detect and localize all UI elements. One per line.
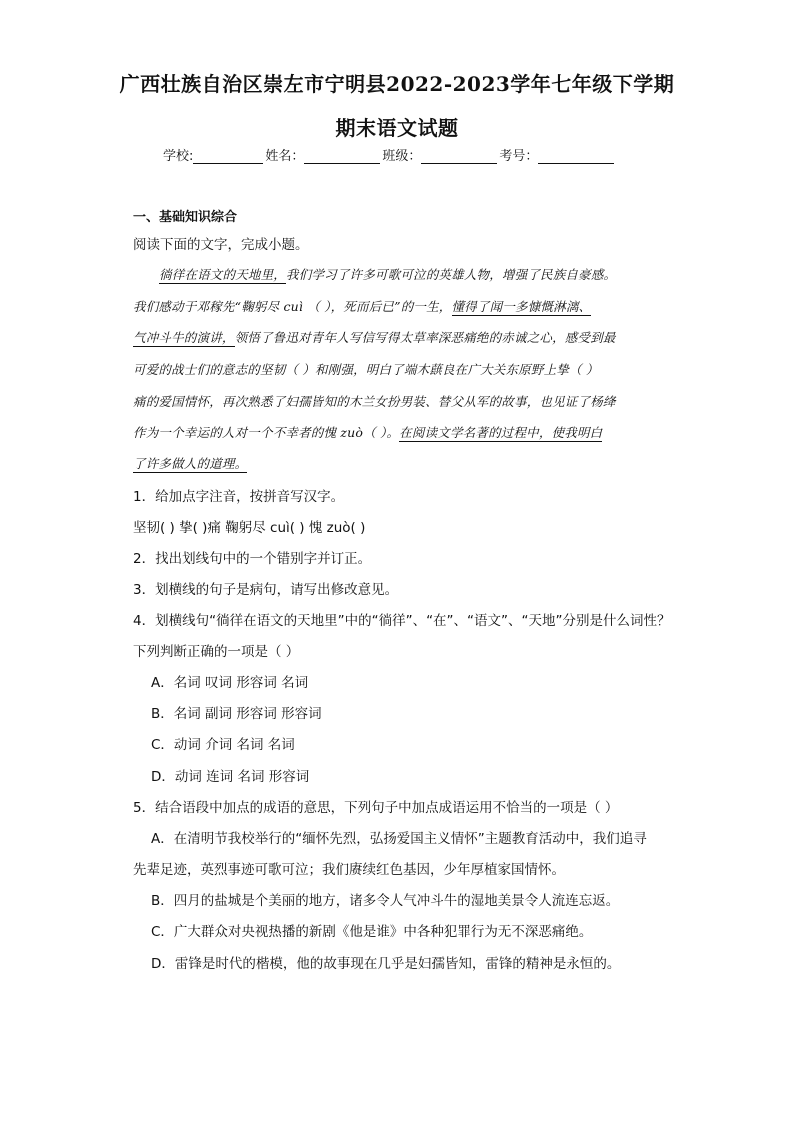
number-label: 考号： [499,149,539,164]
school-blank [193,149,263,164]
exam-title-line2: 期末语文试题 [335,116,459,140]
q4-option-d: D．动词 连词 名词 形容词 [151,769,310,785]
name-label: 姓名： [265,149,305,164]
passage-line-6 [133,423,671,441]
question-1: 1．给加点字注音，按拼音写汉字。 [133,489,345,505]
question-4: 4．划横线句“徜徉在语文的天地里”中的“徜徉”、“在”、“语文”、“天地”分别是什么词性？ [133,613,671,629]
q5-option-a-line2: 先辈足迹，英烈事迹可歌可泣；我们赓续红色基因，少年厚植家国情怀。 [133,862,565,878]
exam-title-line1: 广西壮族自治区崇左市宁明县2022-2023学年七年级下学期 [119,72,675,96]
passage-line-1 [133,265,671,283]
underlined-phrase-3: 气冲斗牛的演讲， [133,330,235,345]
passage-line-4: 可爱的战士们的意志的坚韧（ ）和刚强，明白了端木蕻良在广大关东原野上挚（ ） [133,362,599,377]
number-blank [538,149,614,164]
question-4-cont: 下列判断正确的一项是（ ） [133,644,300,660]
passage-text: 我们学习了许多可歌可泣的英雄人物，增强了民族自豪感。 [286,267,617,282]
passage-line-7 [133,454,671,472]
underlined-phrase-5: 了许多做人的道理。 [133,456,248,471]
q5-option-d: D．雷锋是时代的楷模，他的故事现在几乎是妇孺皆知，雷锋的精神是永恒的。 [151,956,621,972]
passage-line-2 [133,297,671,315]
underlined-phrase-2: 懂得了闻一多慷慨淋漓、 [451,299,592,314]
underlined-phrase-4: 在阅读文学名著的过程中，使我明白 [399,425,603,440]
passage-line-3 [133,328,671,346]
passage-text: 领悟了鲁迅对青年人写信写得太草率深恶痛绝的赤诚之心，感受到最 [234,330,616,345]
q5-option-a-line1: A．在清明节我校举行的“缅怀先烈，弘扬爱国主义情怀”主题教育活动中，我们追寻 [151,831,647,847]
name-blank [304,149,380,164]
school-label: 学校: [163,149,194,164]
q4-option-b: B．名词 副词 形容词 形容词 [151,706,322,722]
q4-option-a: A．名词 叹词 形容词 名词 [151,675,309,691]
student-info-row [163,145,616,164]
question-2: 2．找出划线句中的一个错别字并订正。 [133,551,372,567]
underlined-phrase-1: 徜徉在语文的天地里， [159,267,287,282]
q5-option-b: B．四月的盐城是个美丽的地方，诸多令人气冲斗牛的湿地美景令人流连忘返。 [151,893,620,909]
q5-option-c: C．广大群众对央视热播的新剧《他是谁》中各种犯罪行为无不深恶痛绝。 [151,924,593,940]
passage-line-5: 痛的爱国情怀，再次熟悉了妇孺皆知的木兰女扮男装、替父从军的故事，也见证了杨绛 [133,394,616,409]
class-blank [421,149,497,164]
q4-option-c: C．动词 介词 名词 名词 [151,737,295,753]
section-heading: 一、基础知识综合 [133,210,238,225]
question-3: 3．划横线的句子是病句，请写出修改意见。 [133,582,399,598]
class-label: 班级： [382,149,422,164]
passage-text: 作为一个幸运的人对一个不幸者的愧 zuò（ ）。 [133,425,400,440]
passage-text: 我们感动于邓稼先“鞠躬尽 cuì （ ），死而后已”的一生， [133,299,452,314]
question-1-fill: 坚韧( ) 挚( )痛 鞠躬尽 cuì( ) 愧 zuò( ) [133,520,366,536]
question-5: 5．结合语段中加点的成语的意思，下列句子中加点成语运用不恰当的一项是（ ） [133,800,619,816]
section-intro: 阅读下面的文字，完成小题。 [133,237,309,253]
